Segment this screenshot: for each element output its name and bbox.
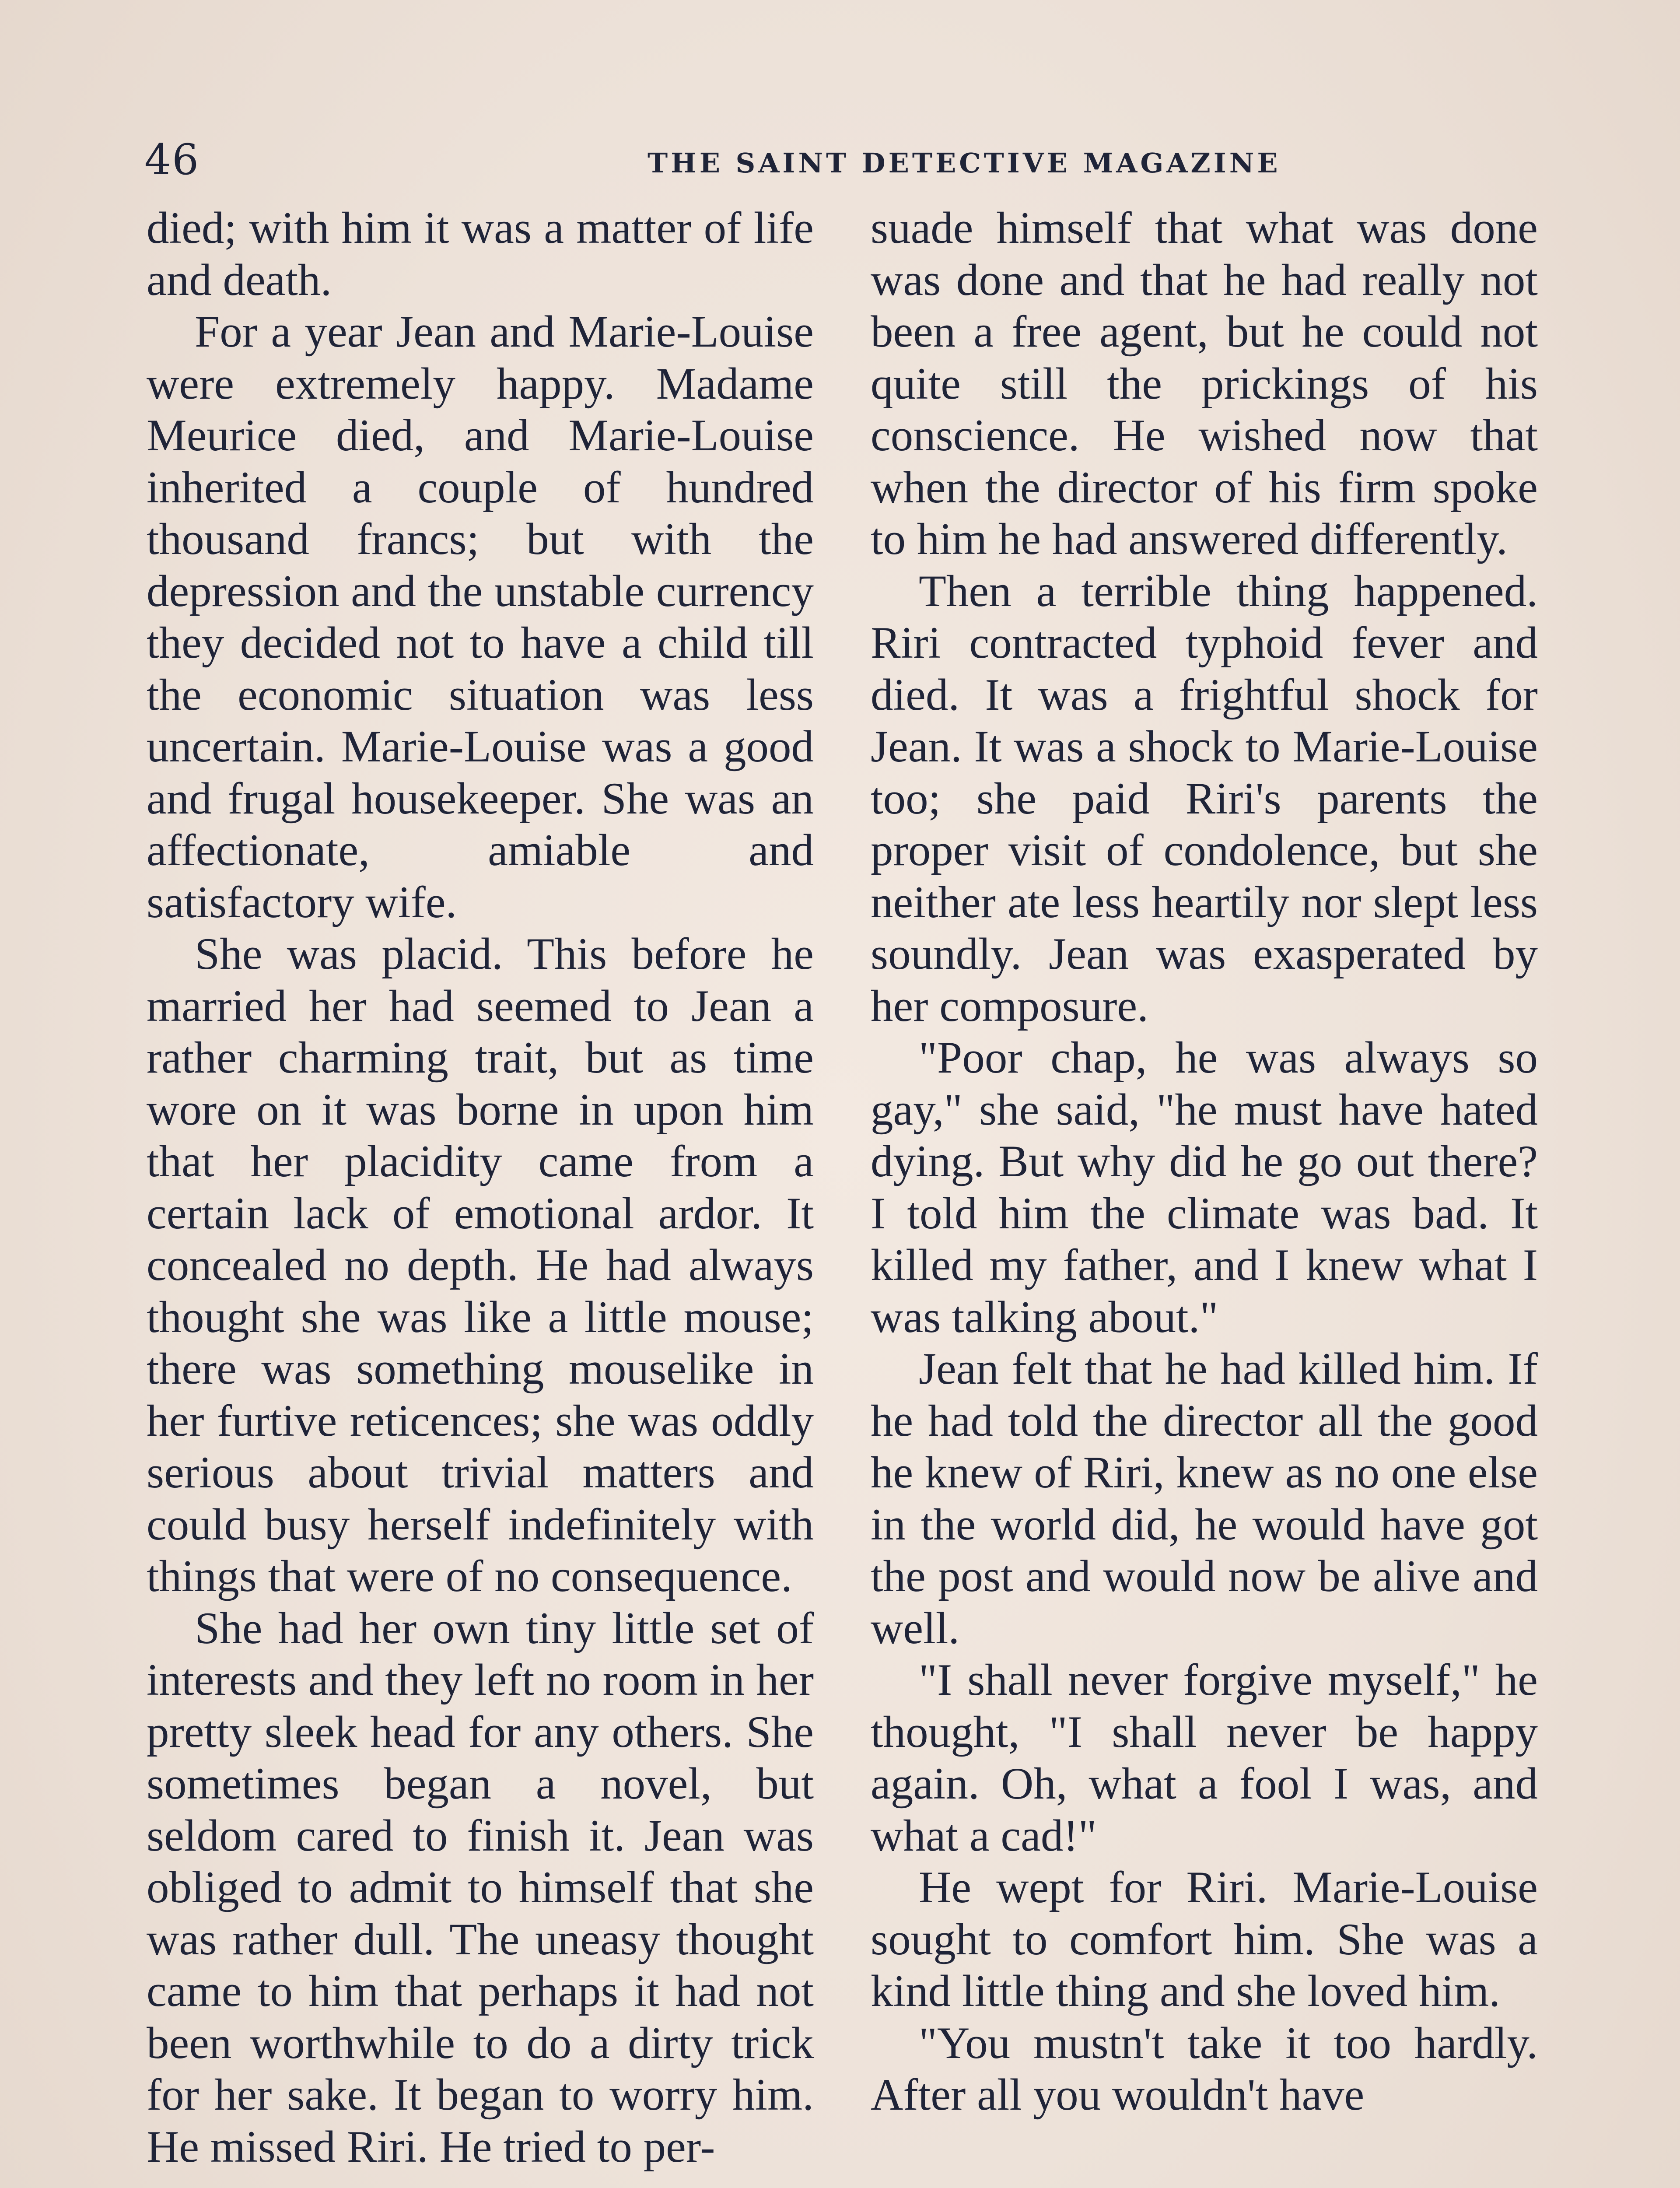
paragraph: "Poor chap, he was always so gay," she said, "he must have hated dying. But why did he go out there? I told him the climate was bad. It killed my father, and I knew what I was talking about." <box>871 1033 1538 1342</box>
paragraph: Jean felt that he had killed him. If he had told the director all the good he knew of Riri, knew as no one else in the world did, he would have got the post and would now be alive and well. <box>871 1344 1538 1653</box>
paragraph: She was placid. This before he married her had seemed to Jean a rather charming trait, but as time wore on it was borne in upon him that her placidity came from a certain lack of emotional ardor. It concealed no depth. He had always thought she was like a little mouse; there was something mouselike in her furtive reticences; she was oddly serious about trivial matters and could busy herself indefinitely with things that were of no consequence. <box>147 929 814 1601</box>
paragraph: For a year Jean and Marie-Louise were extremely happy. Madame Meurice died, and Marie-Louise inherited a couple of hundred thousand francs; but with the depression and the unstable currency they decided not to have a child till the economic situation was less uncertain. Marie-Louise was a good and frugal housekeeper. She was an affectionate, amiable and satisfactory wife. <box>147 307 814 927</box>
paragraph: suade himself that what was done was done and that he had really not been a free agent, but he could not quite still the prickings of his conscience. He wished now that when the director of his firm spoke to him he had answered differently. <box>871 203 1538 564</box>
paragraph: Then a terrible thing happened. Riri contracted typhoid fever and died. It was a frightful shock for Jean. It was a shock to Marie-Louise too; she paid Riri's parents the proper visit of condolence, but she neither ate less heartily nor slept less soundly. Jean was exasperated by her composure. <box>871 566 1538 1031</box>
running-title: THE SAINT DETECTIVE MAGAZINE <box>648 147 1281 179</box>
paragraph: died; with him it was a matter of life and death. <box>147 203 814 305</box>
paragraph: "You mustn't take it too hardly. After all you wouldn't have <box>871 2018 1538 2120</box>
paragraph: He wept for Riri. Marie-Louise sought to comfort him. She was a kind little thing and she loved him. <box>871 1862 1538 2016</box>
right-column <box>871 202 1538 2188</box>
paragraph: She had her own tiny little set of interests and they left no room in her pretty sleek head for any others. She sometimes began a novel, but seldom cared to finish it. Jean was obliged to admit to himself that she was rather dull. The uneasy thought came to him that perhaps it had not been worthwhile to do a dirty trick for her sake. It began to worry him. He missed Riri. He tried to per- <box>147 1603 814 2172</box>
page-number: 46 <box>144 135 200 184</box>
paragraph: "I shall never forgive myself," he thought, "I shall never be happy again. Oh, what a fool I was, and what a cad!" <box>871 1655 1538 1861</box>
left-column <box>147 202 814 2188</box>
page-header <box>144 131 1549 188</box>
